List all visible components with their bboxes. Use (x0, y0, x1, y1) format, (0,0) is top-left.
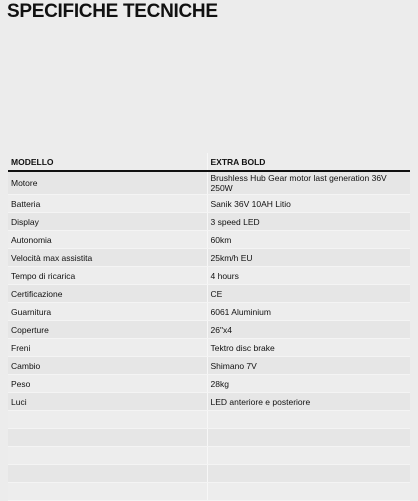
row-value: CE (207, 285, 410, 303)
row-label: Batteria (8, 195, 207, 213)
row-value: Brushless Hub Gear motor last generation 36V 250W (207, 171, 410, 195)
table-row (8, 267, 410, 285)
row-value: 60km (207, 231, 410, 249)
row-value: Sanik 36V 10AH Litio (207, 195, 410, 213)
table-row (8, 249, 410, 267)
empty-table-row (8, 429, 410, 447)
table-row (8, 339, 410, 357)
row-value: 26"x4 (207, 321, 410, 339)
row-label: Guarnitura (8, 303, 207, 321)
row-value: Tektro disc brake (207, 339, 410, 357)
row-value: 6061 Aluminium (207, 303, 410, 321)
table-row (8, 195, 410, 213)
empty-table-row (8, 483, 410, 501)
page-title: SPECIFICHE TECNICHE (7, 1, 218, 22)
row-label: Display (8, 213, 207, 231)
spec-table (8, 153, 410, 501)
row-label: Cambio (8, 357, 207, 375)
row-label: Freni (8, 339, 207, 357)
table-row (8, 393, 410, 411)
table-row (8, 375, 410, 393)
header-model: MODELLO (8, 153, 207, 171)
row-label: Peso (8, 375, 207, 393)
header-extra-bold: EXTRA BOLD (207, 153, 410, 171)
table-row (8, 321, 410, 339)
row-value: Shimano 7V (207, 357, 410, 375)
row-value: 25km/h EU (207, 249, 410, 267)
empty-table-row (8, 465, 410, 483)
table-row (8, 303, 410, 321)
table-row (8, 357, 410, 375)
table-header-row (8, 153, 410, 171)
empty-table-row (8, 411, 410, 429)
row-label: Tempo di ricarica (8, 267, 207, 285)
table-row (8, 285, 410, 303)
row-label: Luci (8, 393, 207, 411)
row-label: Certificazione (8, 285, 207, 303)
table-row (8, 171, 410, 195)
empty-table-row (8, 447, 410, 465)
row-value: LED anteriore e posteriore (207, 393, 410, 411)
row-label: Autonomia (8, 231, 207, 249)
row-label: Coperture (8, 321, 207, 339)
row-label: Motore (8, 171, 207, 195)
table-row (8, 213, 410, 231)
table-row (8, 231, 410, 249)
row-value: 4 hours (207, 267, 410, 285)
row-value: 3 speed LED (207, 213, 410, 231)
row-label: Velocità max assistita (8, 249, 207, 267)
row-value: 28kg (207, 375, 410, 393)
